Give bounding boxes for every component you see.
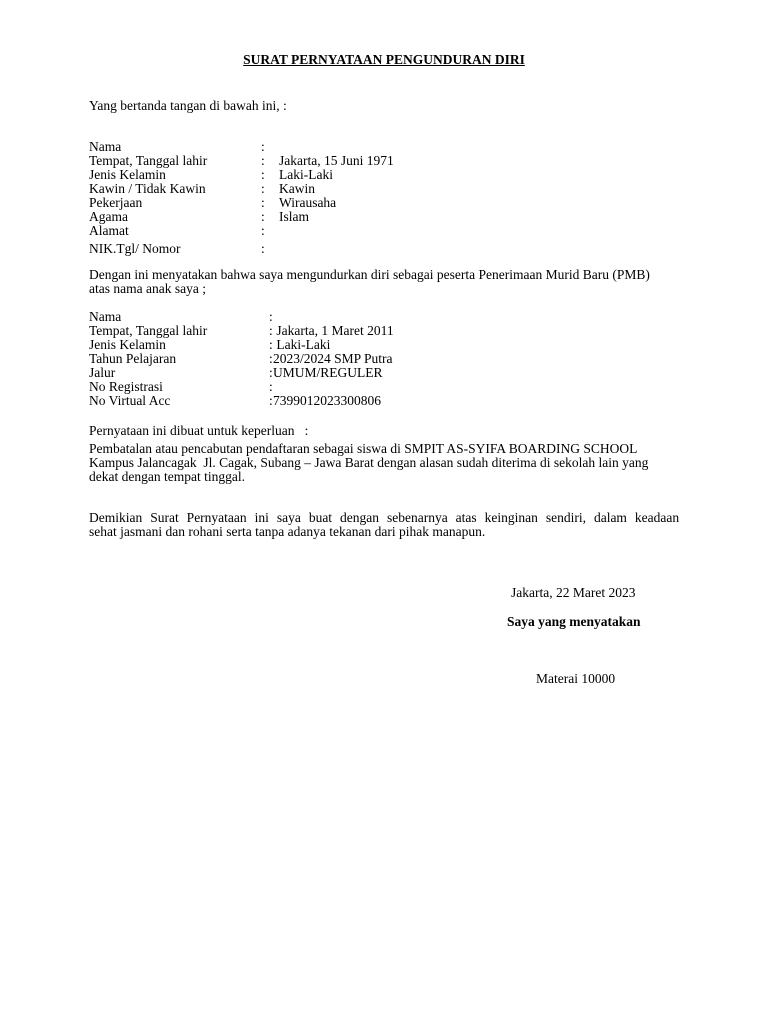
parent-row-marital — [89, 182, 689, 196]
child-row-virtual-acc — [89, 394, 689, 408]
field-label: Agama — [89, 209, 128, 224]
field-value: 7399012023300806 — [273, 393, 381, 408]
field-colon: : — [261, 241, 265, 256]
place-date: Jakarta, 22 Maret 2023 — [511, 585, 636, 600]
field-value: Laki-Laki — [279, 167, 333, 182]
field-value: 2023/2024 SMP Putra — [273, 351, 393, 366]
statement-line-1: Dengan ini menyatakan bahwa saya mengundurkan diri sebagai peserta Penerimaan Murid Baru (PMB) — [89, 267, 650, 282]
field-value: Islam — [279, 209, 309, 224]
statement-line-2: atas nama anak saya ; — [89, 281, 206, 296]
signatory-label: Saya yang menyatakan — [507, 614, 641, 629]
field-colon: : — [261, 223, 265, 238]
field-label: No Virtual Acc — [89, 393, 171, 408]
field-colon: : — [269, 323, 273, 338]
field-label: No Registrasi — [89, 379, 163, 394]
field-value: Laki-Laki — [273, 337, 331, 352]
parent-row-nama — [89, 140, 689, 154]
field-colon: : — [269, 379, 273, 394]
child-row-path — [89, 366, 689, 380]
parent-row-address — [89, 224, 689, 238]
field-colon: : — [269, 365, 273, 380]
purpose-line-2: Kampus Jalancagak Jl. Cagak, Subang – Jawa Barat dengan alasan sudah diterima di sekolah lain yang — [89, 455, 649, 470]
field-colon: : — [269, 393, 273, 408]
closing-line-2: sehat jasmani dan rohani serta tanpa adanya tekanan dari pihak manapun. — [89, 524, 486, 539]
field-label: Pekerjaan — [89, 195, 143, 210]
field-label: Jenis Kelamin — [89, 167, 166, 182]
purpose-line-3: dekat dengan tempat tinggal. — [89, 469, 245, 484]
intro-text: Yang bertanda tangan di bawah ini, : — [89, 98, 287, 113]
field-colon: : — [261, 209, 265, 224]
purpose-label: Pernyataan ini dibuat untuk keperluan : — [89, 423, 309, 438]
parent-row-religion — [89, 210, 689, 224]
parent-row-birth — [89, 154, 689, 168]
field-value: Jakarta, 15 Juni 1971 — [279, 153, 394, 168]
field-label: Alamat — [89, 223, 129, 238]
field-value: Wirausaha — [279, 195, 337, 210]
parent-row-nik — [89, 242, 689, 256]
field-value: UMUM/REGULER — [273, 365, 383, 380]
parent-row-job — [89, 196, 689, 210]
field-label: Nama — [89, 309, 122, 324]
field-label: Tempat, Tanggal lahir — [89, 323, 208, 338]
stamp-label: Materai 10000 — [536, 671, 616, 686]
field-label: NIK.Tgl/ Nomor — [89, 241, 181, 256]
document-title: SURAT PERNYATAAN PENGUNDURAN DIRI — [243, 52, 525, 67]
field-label: Tahun Pelajaran — [89, 351, 177, 366]
parent-row-gender — [89, 168, 689, 182]
field-label: Nama — [89, 139, 122, 154]
field-colon: : — [269, 309, 273, 324]
child-row-registration — [89, 380, 689, 394]
child-row-year — [89, 352, 689, 366]
child-row-birth — [89, 324, 689, 338]
field-colon: : — [269, 351, 273, 366]
field-value: Jakarta, 1 Maret 2011 — [273, 323, 394, 338]
field-colon: : — [269, 337, 273, 352]
field-colon: : — [261, 181, 265, 196]
field-label: Tempat, Tanggal lahir — [89, 153, 208, 168]
field-label: Jalur — [89, 365, 116, 380]
field-value: Kawin — [279, 181, 315, 196]
purpose-line-1: Pembatalan atau pencabutan pendaftaran sebagai siswa di SMPIT AS-SYIFA BOARDING SCHOOL — [89, 441, 638, 456]
child-row-nama — [89, 310, 689, 324]
closing-line-1: Demikian Surat Pernyataan ini saya buat dengan sebenarnya atas keinginan sendiri, dalam keadaan — [89, 510, 680, 525]
field-colon: : — [261, 153, 265, 168]
field-colon: : — [261, 195, 265, 210]
field-colon: : — [261, 167, 265, 182]
child-row-gender — [89, 338, 689, 352]
field-label: Kawin / Tidak Kawin — [89, 181, 206, 196]
field-label: Jenis Kelamin — [89, 337, 166, 352]
field-colon: : — [261, 139, 265, 154]
